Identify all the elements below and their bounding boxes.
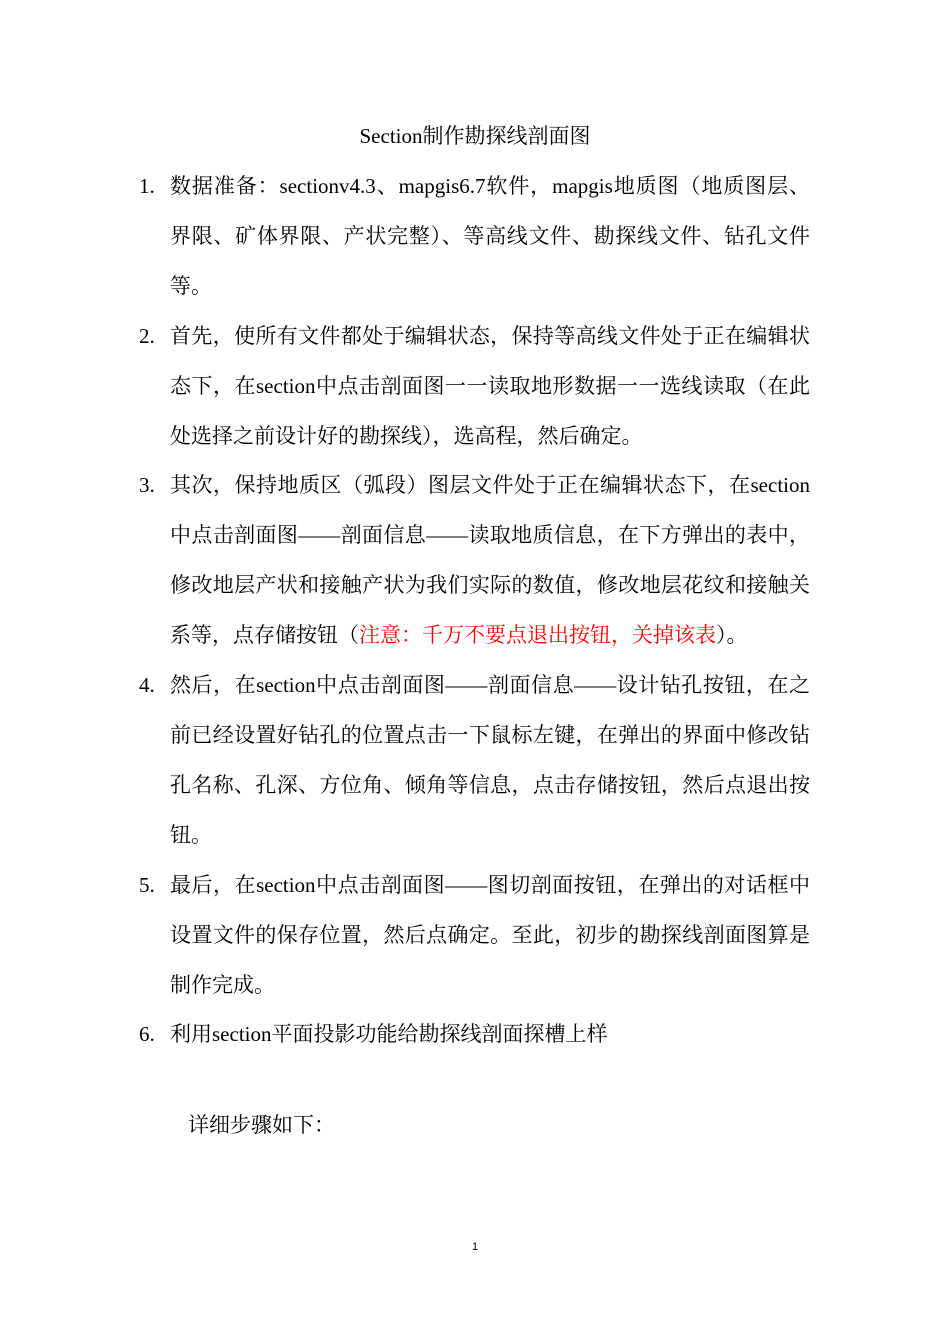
step-text-before-warning: 其次，保持地质区（弧段）图层文件处于正在编辑状态下，在section中点击剖面图——剖面信息——读取地质信息，在下方弹出的表中，修改地层产状和接触产状为我们实际的数值，修改地层花纹和接触关系等，点存储按钮（ (170, 473, 810, 648)
warning-note: 注意：千万不要点退出按钮，关掉该表 (359, 623, 716, 648)
step-number: 3. (139, 473, 155, 498)
step-number: 4. (139, 673, 155, 698)
step-text: 首先，使所有文件都处于编辑状态，保持等高线文件处于正在编辑状态下，在section中点击剖面图一一读取地形数据一一选线读取（在此处选择之前设计好的勘探线），选高程，然后确定。 (170, 323, 810, 448)
step-item-2 (0, 312, 810, 462)
page-number: 1 (471, 1241, 479, 1253)
step-number: 2. (139, 323, 155, 348)
detail-steps-label: 详细步骤如下： (188, 1113, 335, 1137)
page-title: Section制作勘探线剖面图 (359, 124, 591, 148)
step-item-3 (0, 461, 810, 661)
step-text (170, 461, 810, 661)
step-text: 利用section平面投影功能给勘探线剖面探槽上样 (170, 1022, 608, 1047)
step-item-1 (0, 162, 810, 312)
step-text-after-warning: ）。 (716, 623, 748, 648)
step-item-4 (0, 661, 810, 861)
step-text: 然后，在section中点击剖面图——剖面信息——设计钻孔按钮，在之前已经设置好钻孔的位置点击一下鼠标左键，在弹出的界面中修改钻孔名称、孔深、方位角、倾角等信息，点击存储按钮，然后点退出按钮。 (170, 673, 810, 847)
step-item-6 (0, 1010, 810, 1060)
step-text: 数据准备：sectionv4.3、mapgis6.7软件，mapgis地质图（地质图层、界限、矿体界限、产状完整）、等高线文件、勘探线文件、钻孔文件等。 (170, 174, 810, 298)
step-number: 5. (139, 872, 155, 897)
step-text: 最后，在section中点击剖面图——图切剖面按钮，在弹出的对话框中设置文件的保存位置，然后点确定。至此，初步的勘探线剖面图算是制作完成。 (170, 872, 810, 997)
steps-list (0, 162, 950, 1060)
step-item-5 (0, 861, 810, 1011)
step-number: 6. (139, 1022, 155, 1047)
step-number: 1. (139, 174, 155, 198)
